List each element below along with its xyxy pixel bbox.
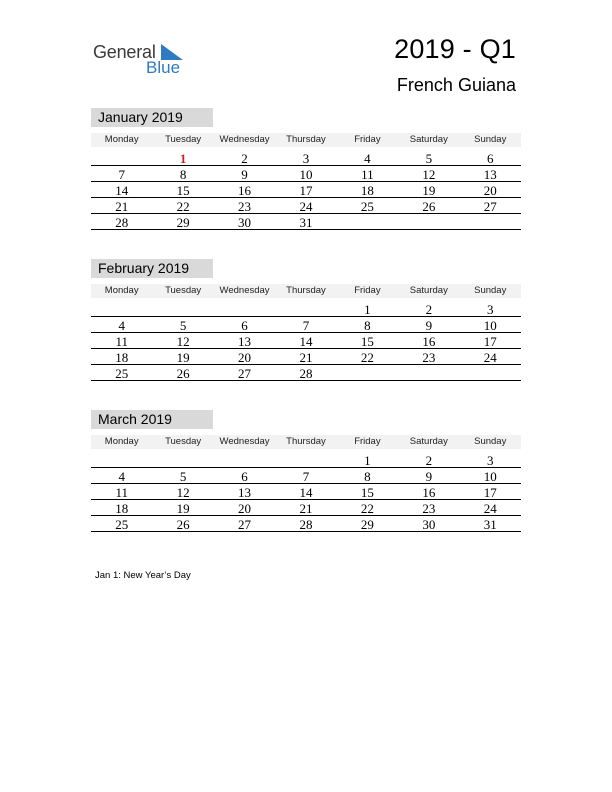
week-row <box>91 452 521 468</box>
day-cell: 14 <box>115 183 129 198</box>
day-cell: 31 <box>483 517 497 532</box>
day-cell: 11 <box>361 167 374 182</box>
day-cell: 2 <box>425 302 433 317</box>
day-cell: 20 <box>238 350 252 365</box>
day-cell: 13 <box>238 334 252 349</box>
page-title: 2019 - Q1 <box>394 34 516 64</box>
day-cell: 25 <box>360 199 374 214</box>
day-cell: 7 <box>118 167 125 182</box>
day-cell: 21 <box>299 501 313 516</box>
day-cell: 28 <box>299 366 313 381</box>
day-cell: 9 <box>241 167 248 182</box>
day-cell: 30 <box>422 517 436 532</box>
day-cell: 20 <box>483 183 497 198</box>
day-cell: 11 <box>115 334 128 349</box>
day-cell: 13 <box>238 485 252 500</box>
week-row <box>91 150 521 166</box>
day-cell: 27 <box>238 366 252 381</box>
day-cell: 12 <box>176 334 190 349</box>
day-cell <box>214 301 275 316</box>
day-cell: 1 <box>179 151 187 166</box>
day-cell: 10 <box>483 318 497 333</box>
day-cell <box>275 301 336 316</box>
day-cell: 1 <box>364 453 371 468</box>
day-cell: 3 <box>302 151 310 166</box>
holiday-note: Jan 1: New Year’s Day <box>95 570 191 581</box>
day-cell: 26 <box>422 199 436 214</box>
day-cell: 30 <box>238 215 252 230</box>
day-cell: 6 <box>241 318 248 333</box>
day-cell: 15 <box>176 183 190 198</box>
day-cell: 17 <box>483 334 497 349</box>
weekday-label: Thursday <box>286 436 326 447</box>
day-cell: 4 <box>118 318 125 333</box>
day-cell: 1 <box>364 302 371 317</box>
weekday-label: Wednesday <box>219 436 270 447</box>
day-cell: 3 <box>486 453 494 468</box>
day-cell <box>91 150 152 165</box>
day-cell: 10 <box>299 167 313 182</box>
day-cell: 28 <box>115 215 129 230</box>
day-cell: 20 <box>238 501 252 516</box>
day-cell: 24 <box>483 501 497 516</box>
weekday-label: Sunday <box>474 436 507 447</box>
weekday-label: Saturday <box>409 436 448 447</box>
week-row <box>91 166 521 182</box>
day-cell: 10 <box>483 469 497 484</box>
day-cell <box>91 452 152 467</box>
day-cell: 4 <box>118 469 125 484</box>
day-cell: 19 <box>176 350 190 365</box>
day-cell: 24 <box>299 199 313 214</box>
weekday-label: Monday <box>104 285 139 296</box>
generalblue-logo <box>93 40 193 80</box>
day-cell: 3 <box>486 302 494 317</box>
country-name: French Guiana <box>396 75 516 95</box>
weekday-label: Thursday <box>286 134 326 145</box>
day-cell: 31 <box>299 215 313 230</box>
day-cell: 5 <box>179 469 187 484</box>
day-cell: 25 <box>115 517 129 532</box>
weekday-label: Tuesday <box>165 285 202 296</box>
day-cell: 8 <box>179 167 187 182</box>
weekday-label: Friday <box>354 134 381 145</box>
week-rows <box>91 150 521 230</box>
weekday-label: Wednesday <box>219 134 270 145</box>
day-cell: 15 <box>360 334 374 349</box>
week-row <box>91 317 521 333</box>
logo-word-blue: Blue <box>146 58 181 77</box>
month-block-march <box>91 410 521 532</box>
weekday-label: Friday <box>354 285 381 296</box>
weekday-label: Sunday <box>474 134 507 145</box>
weekday-header-row <box>91 133 521 147</box>
month-name: February 2019 <box>91 259 213 278</box>
week-row <box>91 468 521 484</box>
day-cell: 6 <box>241 469 248 484</box>
month-name: March 2019 <box>91 410 213 429</box>
day-cell <box>398 365 459 380</box>
day-cell <box>398 214 459 229</box>
day-cell <box>152 452 213 467</box>
day-cell: 27 <box>238 517 252 532</box>
day-cell: 16 <box>422 334 436 349</box>
day-cell: 19 <box>176 501 190 516</box>
day-cell <box>152 301 213 316</box>
day-cell: 16 <box>238 183 252 198</box>
day-cell <box>337 214 398 229</box>
day-cell: 7 <box>302 469 310 484</box>
weekday-label: Sunday <box>474 285 507 296</box>
week-row <box>91 301 521 317</box>
weekday-label: Thursday <box>286 285 326 296</box>
day-cell: 12 <box>176 485 190 500</box>
day-cell: 23 <box>422 501 436 516</box>
week-row <box>91 182 521 198</box>
weekday-header-row <box>91 435 521 449</box>
day-cell: 24 <box>483 350 497 365</box>
day-cell: 28 <box>299 517 313 532</box>
week-row <box>91 500 521 516</box>
day-cell <box>214 452 275 467</box>
week-row <box>91 214 521 230</box>
week-row <box>91 349 521 365</box>
weekday-label: Monday <box>104 134 139 145</box>
day-cell: 8 <box>364 469 371 484</box>
day-cell: 27 <box>483 199 497 214</box>
day-cell: 15 <box>360 485 374 500</box>
day-cell <box>460 214 521 229</box>
day-cell: 19 <box>422 183 436 198</box>
week-row <box>91 516 521 532</box>
day-cell: 13 <box>483 167 497 182</box>
day-cell: 14 <box>299 334 313 349</box>
month-block-february <box>91 259 521 381</box>
weekday-label: Friday <box>354 436 381 447</box>
day-cell: 25 <box>115 366 129 381</box>
day-cell: 18 <box>115 501 129 516</box>
day-cell: 22 <box>360 350 374 365</box>
day-cell: 18 <box>360 183 374 198</box>
day-cell: 12 <box>422 167 436 182</box>
day-cell: 22 <box>176 199 190 214</box>
day-cell: 17 <box>483 485 497 500</box>
weekday-label: Monday <box>104 436 139 447</box>
week-rows <box>91 301 521 381</box>
weekday-label: Tuesday <box>165 134 202 145</box>
day-cell: 26 <box>176 517 190 532</box>
week-row <box>91 198 521 214</box>
day-cell: 29 <box>360 517 374 532</box>
month-block-january <box>91 108 521 230</box>
day-cell: 26 <box>176 366 190 381</box>
day-cell: 9 <box>425 469 433 484</box>
weekday-label: Tuesday <box>165 436 202 447</box>
day-cell: 5 <box>425 151 433 166</box>
week-row <box>91 365 521 381</box>
day-cell: 23 <box>238 199 252 214</box>
day-cell: 23 <box>422 350 436 365</box>
day-cell <box>460 365 521 380</box>
day-cell: 2 <box>425 453 433 468</box>
day-cell: 11 <box>115 485 128 500</box>
month-name: January 2019 <box>91 108 213 127</box>
day-cell: 21 <box>299 350 313 365</box>
week-row <box>91 484 521 500</box>
day-cell: 17 <box>299 183 313 198</box>
logo-word-general: General <box>93 42 156 62</box>
day-cell: 8 <box>364 318 371 333</box>
day-cell: 14 <box>299 485 313 500</box>
day-cell: 5 <box>179 318 187 333</box>
day-cell: 16 <box>422 485 436 500</box>
weekday-label: Saturday <box>409 134 448 145</box>
day-cell <box>275 452 336 467</box>
weekday-header-row <box>91 284 521 298</box>
day-cell <box>337 365 398 380</box>
day-cell: 6 <box>486 151 494 166</box>
week-rows <box>91 452 521 532</box>
day-cell: 9 <box>425 318 433 333</box>
week-row <box>91 333 521 349</box>
weekday-label: Saturday <box>409 285 448 296</box>
day-cell: 29 <box>176 215 190 230</box>
weekday-label: Wednesday <box>219 285 270 296</box>
day-cell <box>91 301 152 316</box>
day-cell: 18 <box>115 350 129 365</box>
day-cell: 7 <box>302 318 310 333</box>
day-cell: 21 <box>115 199 129 214</box>
day-cell: 4 <box>364 151 371 166</box>
day-cell: 2 <box>241 151 248 166</box>
day-cell: 22 <box>360 501 374 516</box>
